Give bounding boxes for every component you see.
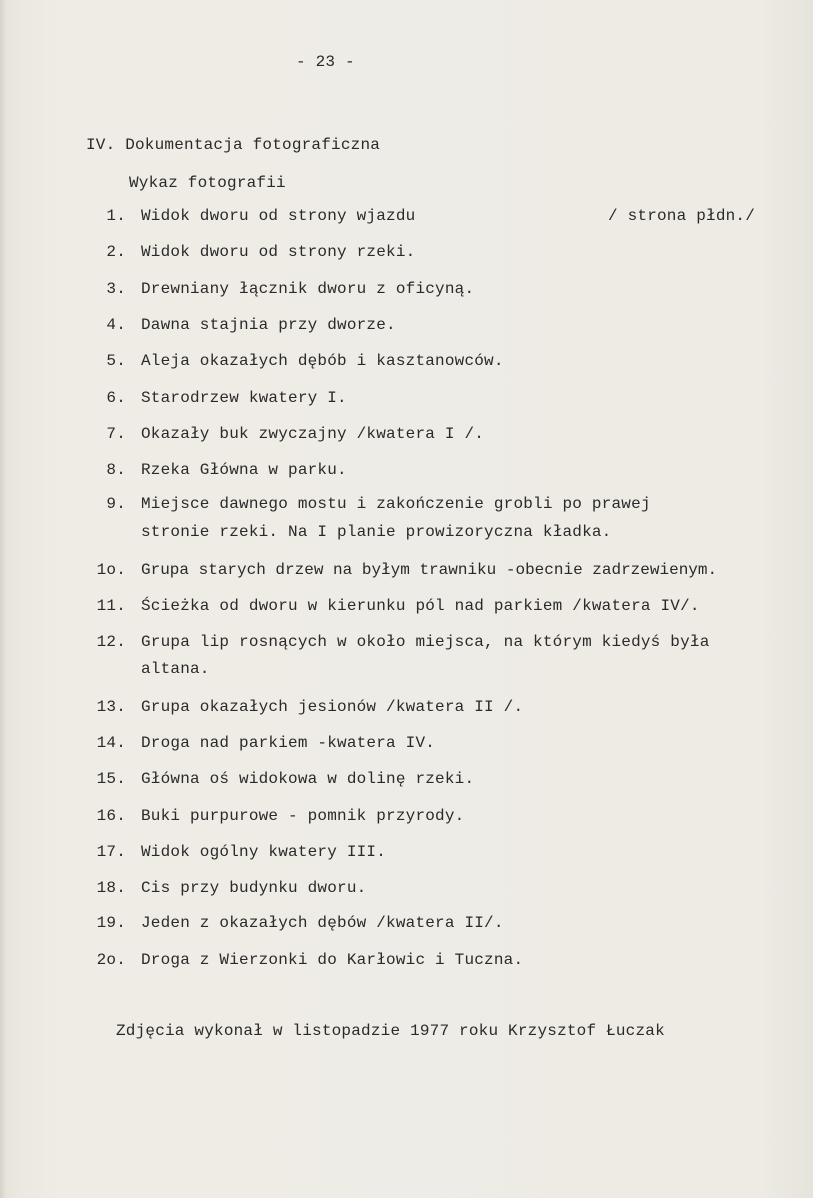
photographer-credit: Zdjęcia wykonał w listopadzie 1977 roku Krzysztof Łuczak	[116, 1022, 665, 1040]
list-item-text-continued: stronie rzeki. Na I planie prowizoryczna kładka.	[141, 523, 612, 541]
list-item-text: Droga nad parkiem -kwatera IV.	[141, 734, 436, 752]
list-item-number: 9.	[106, 495, 126, 513]
list-item-number: 14.	[96, 734, 126, 752]
list-item-text: Miejsce dawnego mostu i zakończenie grobli po prawej	[141, 495, 651, 513]
list-item-number: 15.	[96, 770, 126, 788]
list-item-text: Grupa lip rosnących w około miejsca, na którym kiedyś była	[141, 633, 710, 651]
list-item-text: Buki purpurowe - pomnik przyrody.	[141, 807, 465, 825]
list-item-number: 11.	[96, 597, 126, 615]
list-item-text: Widok dworu od strony rzeki.	[141, 243, 416, 261]
list-item-text: Starodrzew kwatery I.	[141, 389, 347, 407]
page-number: - 23 -	[296, 53, 355, 71]
list-item-number: 2o.	[96, 951, 126, 969]
list-item-text: Rzeka Główna w parku.	[141, 461, 347, 479]
list-item-text: Główna oś widokowa w dolinę rzeki.	[141, 770, 475, 788]
list-item-number: 1o.	[96, 561, 126, 579]
page-shadow	[0, 0, 6, 1198]
list-item-text: Jeden z okazałych dębów /kwatera II/.	[141, 914, 504, 932]
list-item-number: 13.	[96, 698, 126, 716]
list-item-number: 8.	[106, 461, 126, 479]
list-item-number: 16.	[96, 807, 126, 825]
list-item-number: 3.	[106, 280, 126, 298]
list-item-text: Grupa okazałych jesionów /kwatera II /.	[141, 698, 524, 716]
list-item-number: 4.	[106, 316, 126, 334]
list-item-number: 12.	[96, 633, 126, 651]
list-item-text: Widok ogólny kwatery III.	[141, 843, 387, 861]
list-item-number: 5.	[106, 352, 126, 370]
list-title: Wykaz fotografii	[129, 174, 286, 192]
list-item-number: 19.	[96, 914, 126, 932]
list-item-text: Widok dworu od strony wjazdu	[141, 207, 416, 225]
section-heading: IV. Dokumentacja fotograficzna	[86, 136, 381, 154]
list-item-number: 6.	[106, 389, 126, 407]
list-item-text: Drewniany łącznik dworu z oficyną.	[141, 280, 475, 298]
list-item-text: Cis przy budynku dworu.	[141, 879, 367, 897]
list-item-text: Dawna stajnia przy dworze.	[141, 316, 396, 334]
list-item-number: 7.	[106, 425, 126, 443]
list-item-number: 18.	[96, 879, 126, 897]
list-item-text: Grupa starych drzew na byłym trawniku -obecnie zadrzewienym.	[141, 561, 718, 579]
list-item-number: 17.	[96, 843, 126, 861]
list-item-number: 1.	[106, 207, 126, 225]
list-item-text: Ścieżka od dworu w kierunku pól nad parkiem /kwatera IV/.	[141, 597, 700, 615]
list-item-text: Droga z Wierzonki do Karłowic i Tuczna.	[141, 951, 524, 969]
list-item-text: Aleja okazałych dębób i kasztanowców.	[141, 352, 504, 370]
list-item-text-continued: altana.	[141, 660, 210, 678]
list-item-text: Okazały buk zwyczajny /kwatera I /.	[141, 425, 485, 443]
list-item-note: / strona płdn./	[608, 207, 756, 225]
list-item-number: 2.	[106, 243, 126, 261]
